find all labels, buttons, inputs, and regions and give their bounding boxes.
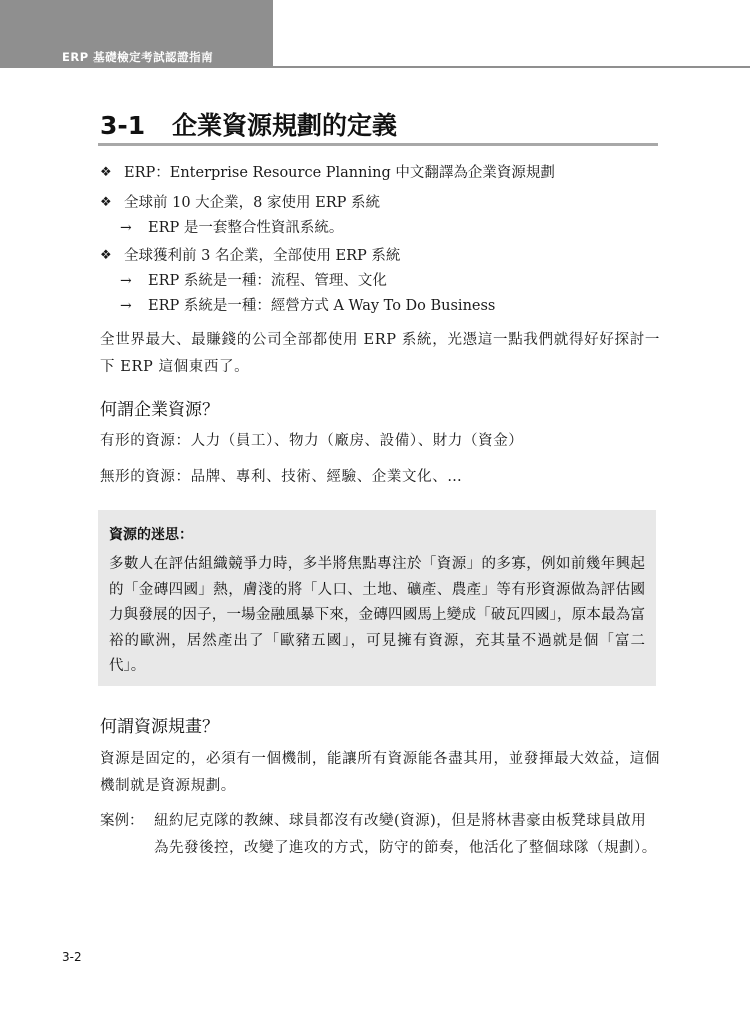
planning-heading: 何謂資源規畫？ [100,717,219,737]
bullet-item: ERP：Enterprise Resource Planning 中文翻譯為企業資源規劃 [124,165,555,181]
header-rule [0,66,750,68]
case-text: 紐約尼克隊的教練、球員都沒有改變(資源)，但是將林書豪由板凳球員啟用為先發後控，改變了進攻的方式，防守的節奏，他活化了整個球隊（規劃）。 [154,813,657,856]
arrow-bullet-icon: → [120,273,132,289]
tangible-resources: 有形的資源：人力（員工）、物力（廠房、設備）、財力（資金） [100,433,524,449]
title-underline [98,143,658,146]
sub-bullet-item: ERP 系統是一種：經營方式 A Way To Do Business [148,298,496,314]
arrow-bullet-icon: → [120,298,132,314]
callout-title: 資源的迷思： [109,527,193,543]
section-title-text: 企業資源規劃的定義 [172,111,398,140]
sub-bullet-item: ERP 是一套整合性資訊系統。 [148,220,344,236]
arrow-bullet-icon: → [120,220,132,236]
bullet-item: 全球獲利前 3 名企業，全部使用 ERP 系統 [124,248,401,264]
page-number: 3-2 [62,950,82,964]
callout-body: 多數人在評估組織競爭力時，多半將焦點專注於「資源」的多寡，例如前幾年興起的「金磚四國」熱，膚淺的將「人口、土地、礦產、農產」等有形資源做為評估國力與發展的因子，一場金融風暴下來，金磚四國馬上變成「破瓦四國」，原本最為富裕的歐洲，居然產出了「歐豬五國」，可見擁有資源，充其量不過就是個「富二代」。 [109,556,645,674]
sub-bullet-item: ERP 系統是一種：流程、管理、文化 [148,273,387,289]
planning-paragraph: 資源是固定的，必須有一個機制，能讓所有資源能各盡其用，並發揮最大效益，這個機制就是資源規劃。 [100,751,660,794]
callout-box [98,510,656,686]
case-label: 案例： [100,813,144,829]
diamond-bullet-icon: ❖ [100,195,112,210]
intro-paragraph: 全世界最大、最賺錢的公司全部都使用 ERP 系統，光憑這一點我們就得好好探討一下 ERP 這個東西了。 [100,332,660,375]
diamond-bullet-icon: ❖ [100,165,112,180]
section-title [100,106,397,142]
resources-heading: 何謂企業資源？ [100,400,219,420]
diamond-bullet-icon: ❖ [100,248,112,263]
running-header: ERP 基礎檢定考試認證指南 [62,50,214,64]
bullet-item: 全球前 10 大企業，8 家使用 ERP 系統 [124,195,380,211]
intangible-resources: 無形的資源：品牌、專利、技術、經驗、企業文化、… [100,469,463,485]
section-number: 3-1 [100,111,146,140]
